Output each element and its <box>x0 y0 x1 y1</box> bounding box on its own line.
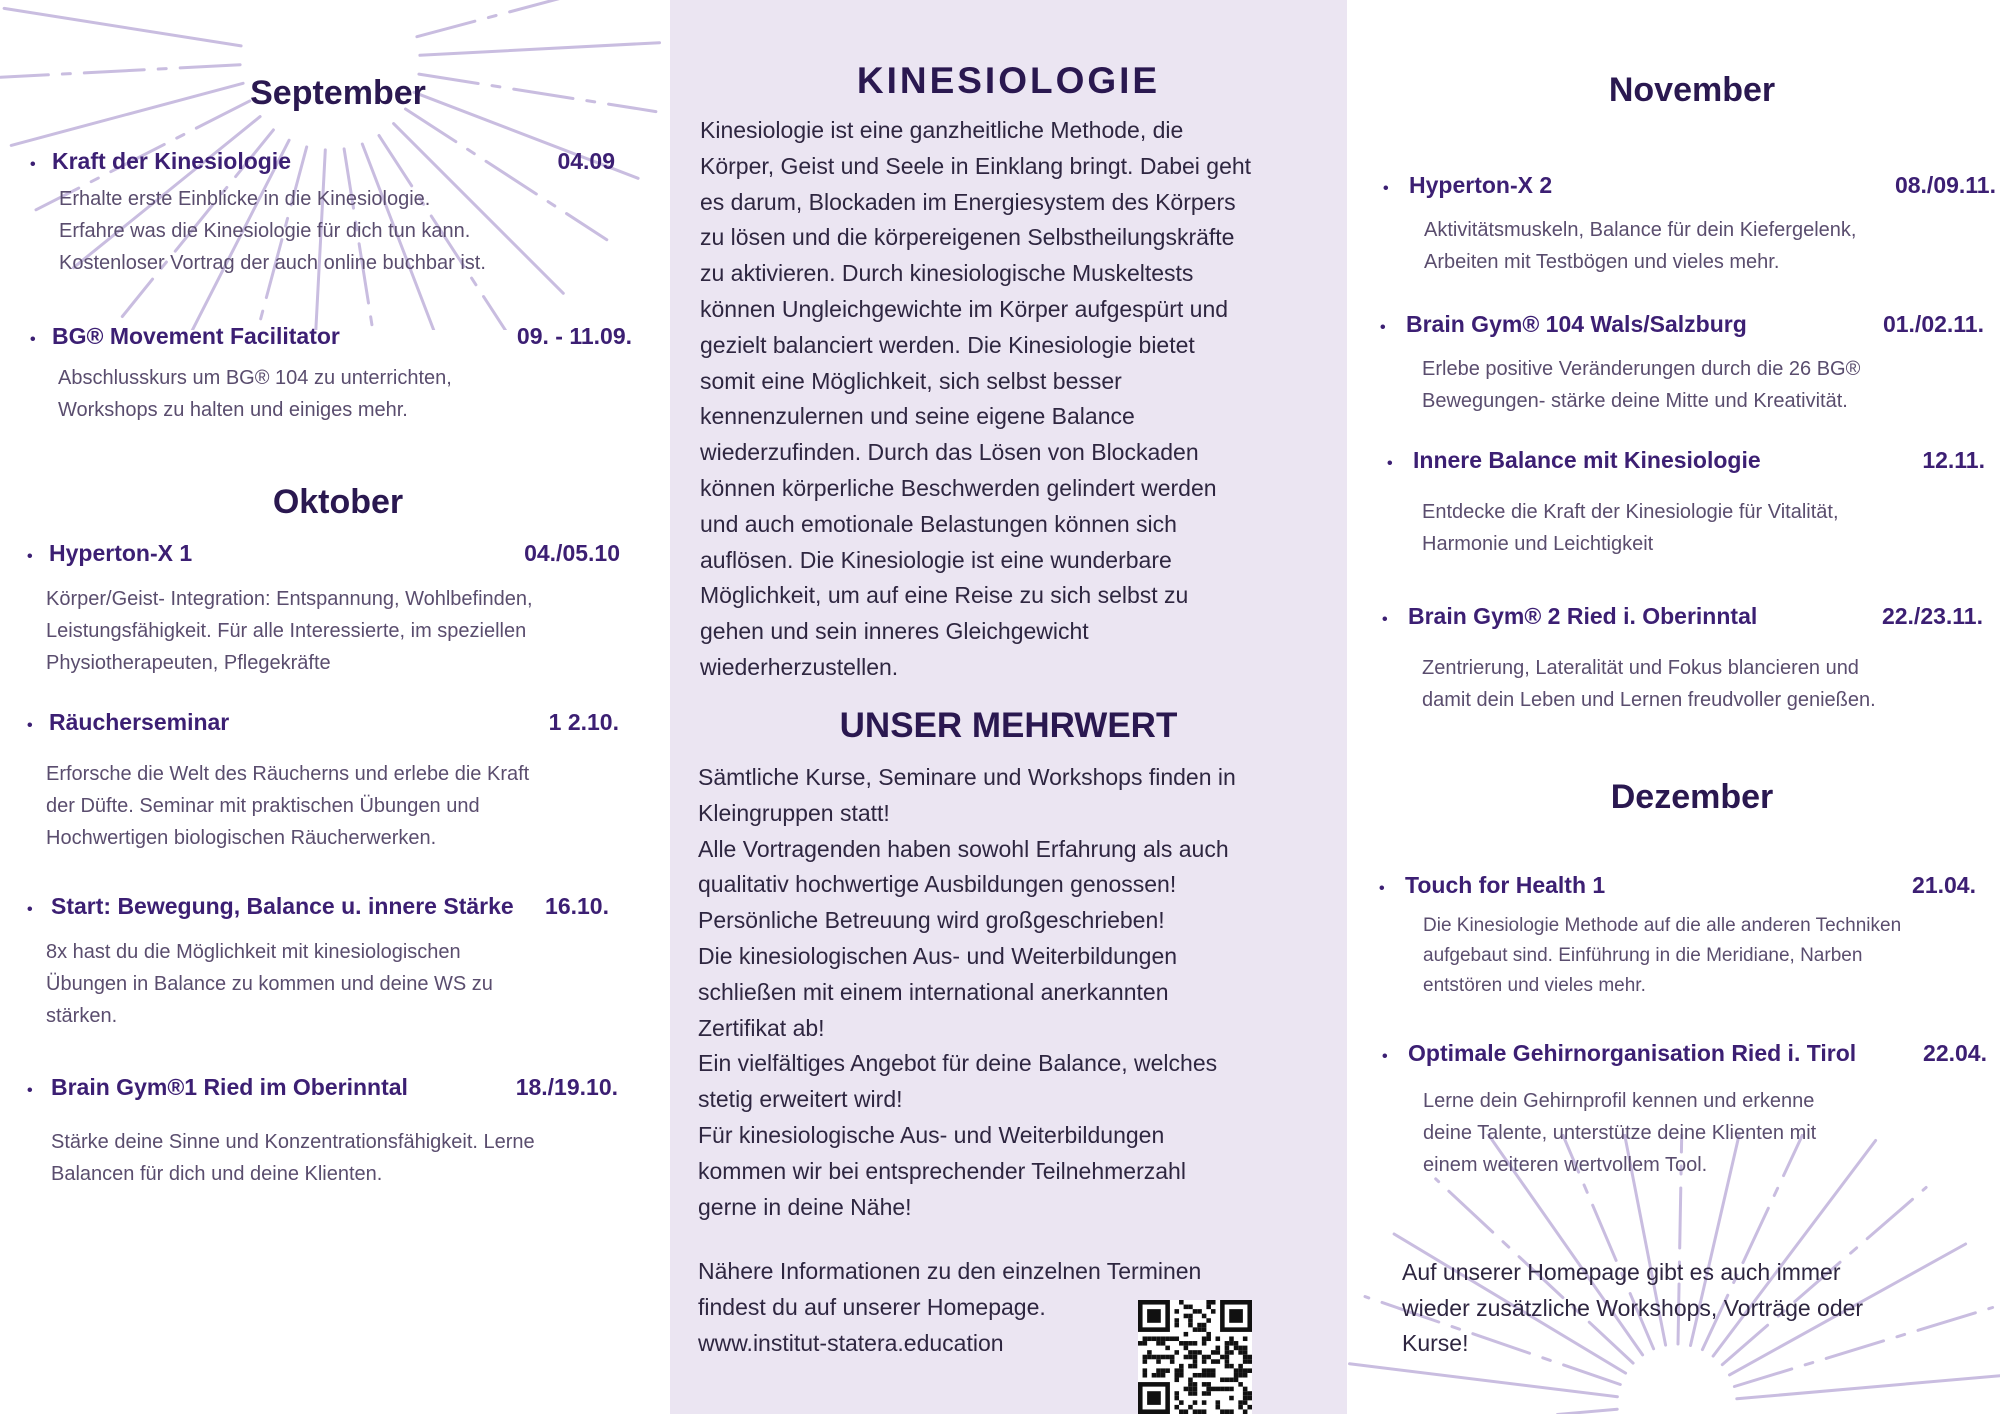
bullet: • <box>1387 455 1393 472</box>
event-description-line: Stärke deine Sinne und Konzentrationsfähigkeit. Lerne <box>51 1131 535 1153</box>
text-line: zu aktivieren. Durch kinesiologische Muskeltests <box>700 260 1194 287</box>
event-kraft-der-kinesiologie <box>30 148 620 279</box>
event-hyperton-x-2 <box>1383 172 1996 278</box>
event-title: Räucherseminar <box>49 709 230 735</box>
event-title: Brain Gym® 104 Wals/Salzburg <box>1406 311 1747 337</box>
text-line: können Ungleichgewichte im Körper aufgespürt und <box>700 295 1229 322</box>
sun-ray <box>1348 1409 1617 1414</box>
event-description-line: aufgebaut sind. Einführung in die Meridiane, Narben <box>1423 945 1863 966</box>
event-title: Brain Gym®1 Ried im Oberinntal <box>51 1074 408 1100</box>
text-line: Körper, Geist und Seele in Einklang bringt. Dabei geht <box>700 152 1252 179</box>
bullet: • <box>1380 319 1386 336</box>
event-description-line: Zentrierung, Lateralität und Fokus blancieren und <box>1422 657 1859 679</box>
event-date: 09. - 11.09. <box>516 323 632 349</box>
mehrwert-heading: UNSER MEHRWERT <box>839 706 1178 745</box>
text-line: Möglichkeit, um auf eine Reise zu sich selbst zu <box>700 582 1189 609</box>
event-description-line: stärken. <box>46 1005 118 1027</box>
event-brain-gym-2 <box>1382 603 1983 716</box>
text-line: schließen mit einem international anerkannten <box>698 978 1169 1005</box>
text-line: Ein vielfältiges Angebot für deine Balance, welches <box>698 1050 1218 1077</box>
bullet: • <box>1383 180 1389 197</box>
event-touch-for-health-1 <box>1379 872 1976 1001</box>
sun-ray <box>11 83 243 145</box>
closing-note <box>1402 1255 1962 1362</box>
text-line: Kinesiologie ist eine ganzheitliche Methode, die <box>700 117 1184 143</box>
text-line: und auch emotionale Belastungen können sich <box>700 510 1177 537</box>
event-description-line: Erlebe positive Veränderungen durch die 26 BG® <box>1422 358 1861 380</box>
kinesiologie-text <box>700 113 1340 686</box>
text-line: qualitativ hochwertige Ausbildungen genossen! <box>698 871 1177 898</box>
month-heading-oktober: Oktober <box>272 483 404 521</box>
event-date: 12.11. <box>1922 447 1985 473</box>
event-description-line: der Düfte. Seminar mit praktischen Übungen und <box>46 795 480 817</box>
sun-ray <box>4 8 241 46</box>
qr-code-image <box>1138 1300 1252 1414</box>
event-description-line: Entdecke die Kraft der Kinesiologie für Vitalität, <box>1422 501 1839 523</box>
month-heading-november: November <box>1608 71 1776 109</box>
event-date: 04.09 <box>557 148 615 174</box>
event-brain-gym-104 <box>1380 311 1984 417</box>
event-description-line: Abschlusskurs um BG® 104 zu unterrichten, <box>58 367 452 389</box>
text-line: somit eine Möglichkeit, sich selbst besser <box>700 367 1122 394</box>
event-date: 22./23.11. <box>1881 603 1983 629</box>
text-line: kommen wir bei entsprechender Teilnehmerzahl <box>698 1157 1186 1184</box>
bullet: • <box>1382 611 1388 628</box>
event-description-line: damit dein Leben und Lernen freudvoller genießen. <box>1422 689 1876 711</box>
bullet: • <box>27 901 33 918</box>
right-panel <box>1347 0 2000 1414</box>
text-line: Sämtliche Kurse, Seminare und Workshops finden in <box>698 764 1236 790</box>
event-optimale-gehirnorganisation <box>1382 1040 1987 1181</box>
bullet: • <box>30 331 36 348</box>
event-description-line: Balancen für dich und deine Klienten. <box>51 1163 383 1185</box>
event-title: Hyperton-X 1 <box>49 540 193 566</box>
event-description-line: einem weiteren wertvollem Tool. <box>1423 1154 1708 1176</box>
event-title: Optimale Gehirnorganisation Ried i. Tirol <box>1408 1040 1857 1066</box>
event-description-line: Erfahre was die Kinesiologie für dich tun kann. <box>59 220 471 242</box>
text-line: wiederzufinden. Durch das Lösen von Blockaden <box>700 439 1199 466</box>
sun-ray <box>417 0 649 37</box>
text-line: Für kinesiologische Aus- und Weiterbildungen <box>698 1121 1165 1148</box>
text-line: kennenzulernen und seine eigene Balance <box>700 403 1135 430</box>
event-description-line: Erforsche die Welt des Räucherns und erlebe die Kraft <box>46 763 530 785</box>
event-hyperton-x-1 <box>27 540 620 679</box>
text-line: findest du auf unserer Homepage. <box>698 1293 1046 1320</box>
event-brain-gym-1 <box>27 1074 618 1190</box>
text-line: Auf unserer Homepage gibt es auch immer <box>1402 1259 1841 1285</box>
text-line: gehen und sein inneres Gleichgewicht <box>700 618 1089 645</box>
event-description-line: deine Talente, unterstütze deine Klienten mit <box>1423 1122 1817 1144</box>
sun-ray <box>1350 1364 1618 1397</box>
event-date: 21.04. <box>1912 872 1976 898</box>
event-description-line: Aktivitätsmuskeln, Balance für dein Kiefergelenk, <box>1424 219 1857 241</box>
event-date: 18./19.10. <box>515 1074 618 1100</box>
sun-ray <box>420 43 660 56</box>
sun-ray <box>419 74 656 112</box>
event-bg-movement-facilitator <box>30 323 632 426</box>
text-line: Die kinesiologischen Aus- und Weiterbildungen <box>698 942 1178 969</box>
qr-code[interactable] <box>1138 1300 1252 1414</box>
event-description-line: Lerne dein Gehirnprofil kennen und erkenne <box>1423 1090 1815 1112</box>
event-description-line: Erhalte erste Einblicke in die Kinesiologie. <box>59 188 431 210</box>
text-line: gerne in deine Nähe! <box>698 1193 912 1220</box>
event-title: Start: Bewegung, Balance u. innere Stärke <box>51 893 514 919</box>
event-raeucherseminar <box>27 709 619 854</box>
bullet: • <box>27 717 33 734</box>
sun-ray <box>1737 1375 2000 1399</box>
event-title: BG® Movement Facilitator <box>52 323 340 349</box>
event-date: 08./09.11. <box>1894 172 1996 198</box>
bullet: • <box>1382 1048 1388 1065</box>
text-line: wiederherzustellen. <box>700 653 899 680</box>
event-description-line: Die Kinesiologie Methode auf die alle anderen Techniken <box>1423 915 1902 936</box>
left-panel <box>0 0 670 1414</box>
bullet: • <box>30 156 36 173</box>
event-description-line: Leistungsfähigkeit. Für alle Interessierte, im speziellen <box>46 620 527 642</box>
event-description-line: Bewegungen- stärke deine Mitte und Kreativität. <box>1422 390 1848 412</box>
text-line: stetig erweitert wird! <box>698 1086 903 1113</box>
text-line: können körperliche Beschwerden gelindert werden <box>700 474 1217 501</box>
month-heading-september: September <box>250 74 426 112</box>
event-description-line: Arbeiten mit Testbögen und vieles mehr. <box>1424 251 1780 273</box>
event-title: Innere Balance mit Kinesiologie <box>1413 447 1761 473</box>
sun-ray <box>1 65 241 78</box>
event-date: 01./02.11. <box>1882 311 1984 337</box>
event-title: Hyperton-X 2 <box>1409 172 1553 198</box>
text-line: Zertifikat ab! <box>698 1014 825 1041</box>
event-description-line: Workshops zu halten und einiges mehr. <box>58 399 408 421</box>
event-description-line: 8x hast du die Möglichkeit mit kinesiologischen <box>46 941 461 963</box>
event-description-line: Harmonie und Leichtigkeit <box>1422 533 1654 555</box>
event-date: 22.04. <box>1923 1040 1987 1066</box>
bullet: • <box>27 1082 33 1099</box>
mehrwert-text <box>698 760 1338 1225</box>
event-date: 1 2.10. <box>548 709 619 735</box>
text-line: gezielt balanciert werden. Die Kinesiologie bietet <box>700 331 1195 358</box>
event-innere-balance <box>1387 447 1985 560</box>
text-line: Nähere Informationen zu den einzelnen Terminen <box>698 1258 1202 1284</box>
event-title: Brain Gym® 2 Ried i. Oberinntal <box>1408 603 1758 629</box>
event-title: Touch for Health 1 <box>1405 872 1606 898</box>
bullet: • <box>27 548 33 565</box>
bullet: • <box>1379 880 1385 897</box>
middle-panel <box>670 0 1347 1414</box>
text-line: Kurse! <box>1402 1330 1469 1356</box>
text-line: Alle Vortragenden haben sowohl Erfahrung als auch <box>698 835 1229 862</box>
event-description-line: Übungen in Balance zu kommen und deine WS zu <box>46 973 493 995</box>
text-line: Persönliche Betreuung wird großgeschrieben! <box>698 907 1165 934</box>
text-line: es darum, Blockaden im Energiesystem des Körpers <box>700 188 1236 215</box>
event-description-line: Physiotherapeuten, Pflegekräfte <box>46 652 331 674</box>
month-heading-dezember: Dezember <box>1610 778 1774 816</box>
kinesiologie-heading: KINESIOLOGIE <box>856 60 1161 101</box>
event-title: Kraft der Kinesiologie <box>52 148 291 174</box>
event-description-line: Körper/Geist- Integration: Entspannung, Wohlbefinden, <box>46 588 533 610</box>
event-date: 04./05.10 <box>524 540 620 566</box>
event-bewegung-balance <box>27 893 609 1032</box>
text-line: auflösen. Die Kinesiologie ist eine wunderbare <box>700 546 1172 573</box>
text-line: wieder zusätzliche Workshops, Vorträge oder <box>1402 1294 1864 1321</box>
event-date: 16.10. <box>545 893 609 919</box>
event-description-line: entstören und vieles mehr. <box>1423 975 1646 996</box>
event-description-line: Hochwertigen biologischen Räucherwerken. <box>46 827 437 849</box>
text-line: zu lösen und die körpereigenen Selbstheilungskräfte <box>700 224 1235 251</box>
homepage-link[interactable]: www.institut-statera.education <box>698 1329 1004 1356</box>
event-description-line: Kostenloser Vortrag der auch online buchbar ist. <box>59 252 486 274</box>
text-line: Kleingruppen statt! <box>698 799 890 826</box>
